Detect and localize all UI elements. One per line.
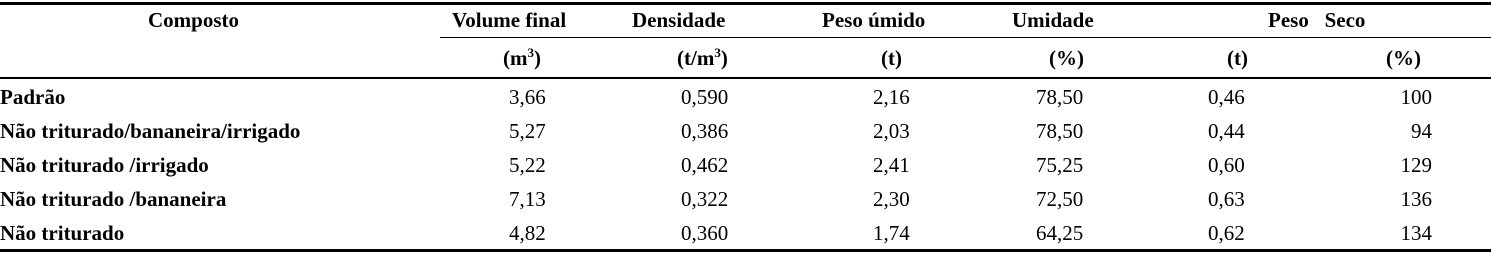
- cell-densidade: 0,590: [681, 85, 729, 109]
- unit-peso-seco: (t): [1227, 46, 1248, 70]
- cell-umidade: 78,50: [1036, 85, 1084, 109]
- cell-densidade: 0,360: [681, 221, 729, 245]
- cell-peso-seco: 0,63: [1208, 187, 1245, 211]
- row-label: Padrão: [0, 85, 66, 109]
- cell-peso-seco: 0,44: [1208, 119, 1245, 143]
- cell-seco-pct: 94: [1411, 119, 1432, 143]
- cell-densidade: 0,462: [681, 153, 729, 177]
- header-peso-seco: Peso Seco: [1268, 8, 1366, 32]
- cell-peso-umido: 1,74: [873, 221, 910, 245]
- cell-umidade: 64,25: [1036, 221, 1084, 245]
- cell-volume: 5,27: [509, 119, 546, 143]
- cell-peso-seco: 0,60: [1208, 153, 1245, 177]
- header-bottom-rule: [0, 77, 1491, 79]
- unit-peso-umido: (t): [881, 46, 902, 70]
- unit-seco-pct: (%): [1386, 46, 1421, 70]
- cell-umidade: 78,50: [1036, 119, 1084, 143]
- cell-seco-pct: 129: [1400, 153, 1432, 177]
- table-bottom-rule: [0, 249, 1491, 252]
- cell-umidade: 72,50: [1036, 187, 1084, 211]
- cell-peso-umido: 2,16: [873, 85, 910, 109]
- row-label: Não triturado/bananeira/irrigado: [0, 119, 301, 143]
- cell-seco-pct: 134: [1400, 221, 1432, 245]
- table-top-rule: [0, 2, 1491, 5]
- header-umidade: Umidade: [1012, 8, 1094, 32]
- cell-volume: 5,22: [509, 153, 546, 177]
- cell-volume: 3,66: [509, 85, 546, 109]
- row-label: Não triturado /irrigado: [0, 153, 209, 177]
- cell-peso-umido: 2,41: [873, 153, 910, 177]
- unit-umidade: (%): [1049, 46, 1084, 70]
- cell-peso-seco: 0,46: [1208, 85, 1245, 109]
- header-volume-final: Volume final: [452, 8, 567, 32]
- cell-umidade: 75,25: [1036, 153, 1084, 177]
- row-label: Não triturado: [0, 221, 125, 245]
- unit-densidade: $(t/m^3)$: [677, 45, 728, 70]
- cell-peso-seco: 0,62: [1208, 221, 1245, 245]
- cell-peso-umido: 2,03: [873, 119, 910, 143]
- cell-densidade: 0,322: [681, 187, 729, 211]
- header-peso-umido: Peso úmido: [822, 8, 926, 32]
- cell-seco-pct: 100: [1400, 85, 1432, 109]
- row-label: Não triturado /bananeira: [0, 187, 227, 211]
- header-densidade: Densidade: [632, 8, 726, 32]
- header-sub-rule: [440, 37, 1491, 38]
- header-composto: Composto: [148, 8, 240, 32]
- cell-densidade: 0,386: [681, 119, 729, 143]
- unit-volume-final: $(m^3)$: [503, 45, 541, 70]
- cell-peso-umido: 2,30: [873, 187, 910, 211]
- cell-seco-pct: 136: [1400, 187, 1432, 211]
- cell-volume: 7,13: [509, 187, 546, 211]
- cell-volume: 4,82: [509, 221, 546, 245]
